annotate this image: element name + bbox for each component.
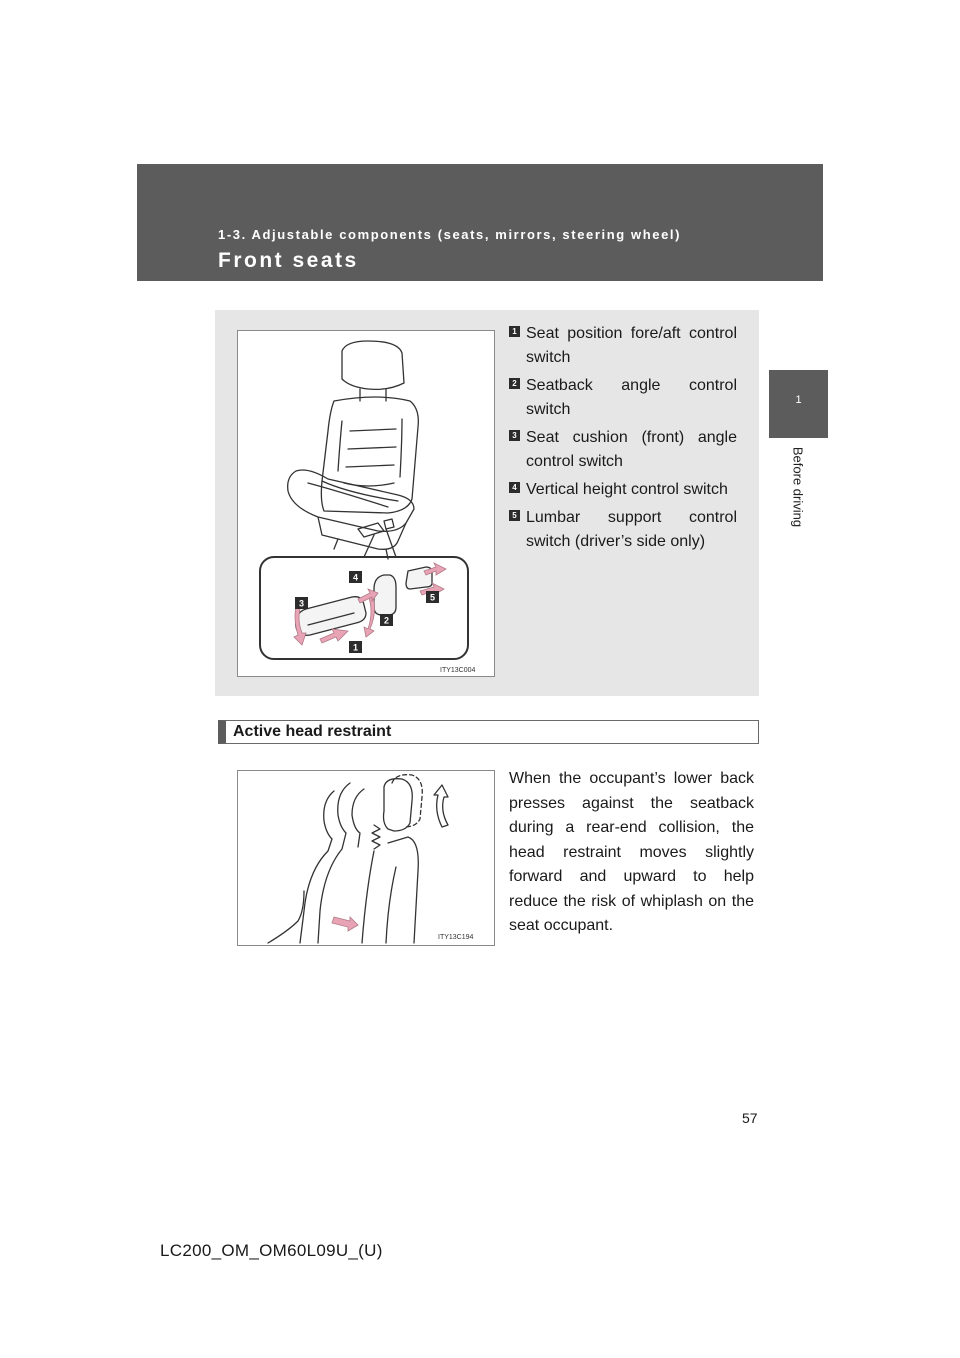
head-restraint-illustration	[238, 771, 494, 945]
callout-item	[509, 426, 737, 474]
callout-marker: 4	[509, 482, 520, 493]
callout-marker: 1	[509, 326, 520, 337]
seat-illustration	[238, 331, 494, 676]
head-restraint-figure-code: ITY13C194	[438, 934, 474, 941]
callout-text: Seat cushion (front) angle control switch	[526, 429, 737, 470]
chapter-tab	[769, 370, 828, 438]
callout-marker: 2	[509, 378, 520, 389]
seat-figure-code: ITY13C004	[440, 667, 476, 674]
callout-item	[509, 478, 737, 502]
callout-text: Seatback angle control switch	[526, 377, 737, 418]
figure-marker-1: 1	[352, 642, 359, 653]
seat-controls-figure	[237, 330, 495, 677]
callout-marker: 3	[509, 430, 520, 441]
callout-item	[509, 506, 737, 554]
chapter-number: 1	[795, 394, 802, 406]
callout-text: Vertical height control switch	[526, 481, 728, 498]
callout-text: Lumbar support control switch (driver’s side only)	[526, 509, 737, 550]
callout-text: Seat position fore/aft control switch	[526, 325, 737, 366]
callout-list	[509, 322, 737, 558]
footer-code: LC200_OM_OM60L09U_(U)	[160, 1241, 383, 1260]
active-head-restraint-body: When the occupant’s lower back presses against the seatback during a rear-end collision, the head restraint moves slightly forward and upward to help reduce the risk of whiplash on the seat occupant.	[509, 770, 754, 934]
figure-marker-2: 2	[383, 615, 390, 626]
callout-item	[509, 374, 737, 422]
figure-marker-5: 5	[429, 592, 436, 603]
head-restraint-figure	[237, 770, 495, 946]
active-head-restraint-heading: Active head restraint	[218, 720, 759, 744]
page-number: 57	[742, 1110, 758, 1126]
callout-item	[509, 322, 737, 370]
page-title: Front seats	[218, 249, 359, 272]
chapter-label: Before driving	[790, 446, 806, 528]
figure-marker-3: 3	[298, 598, 305, 609]
figure-marker-4: 4	[352, 572, 359, 583]
callout-marker: 5	[509, 510, 520, 521]
section-reference: 1-3. Adjustable components (seats, mirrors, steering wheel)	[218, 227, 682, 242]
